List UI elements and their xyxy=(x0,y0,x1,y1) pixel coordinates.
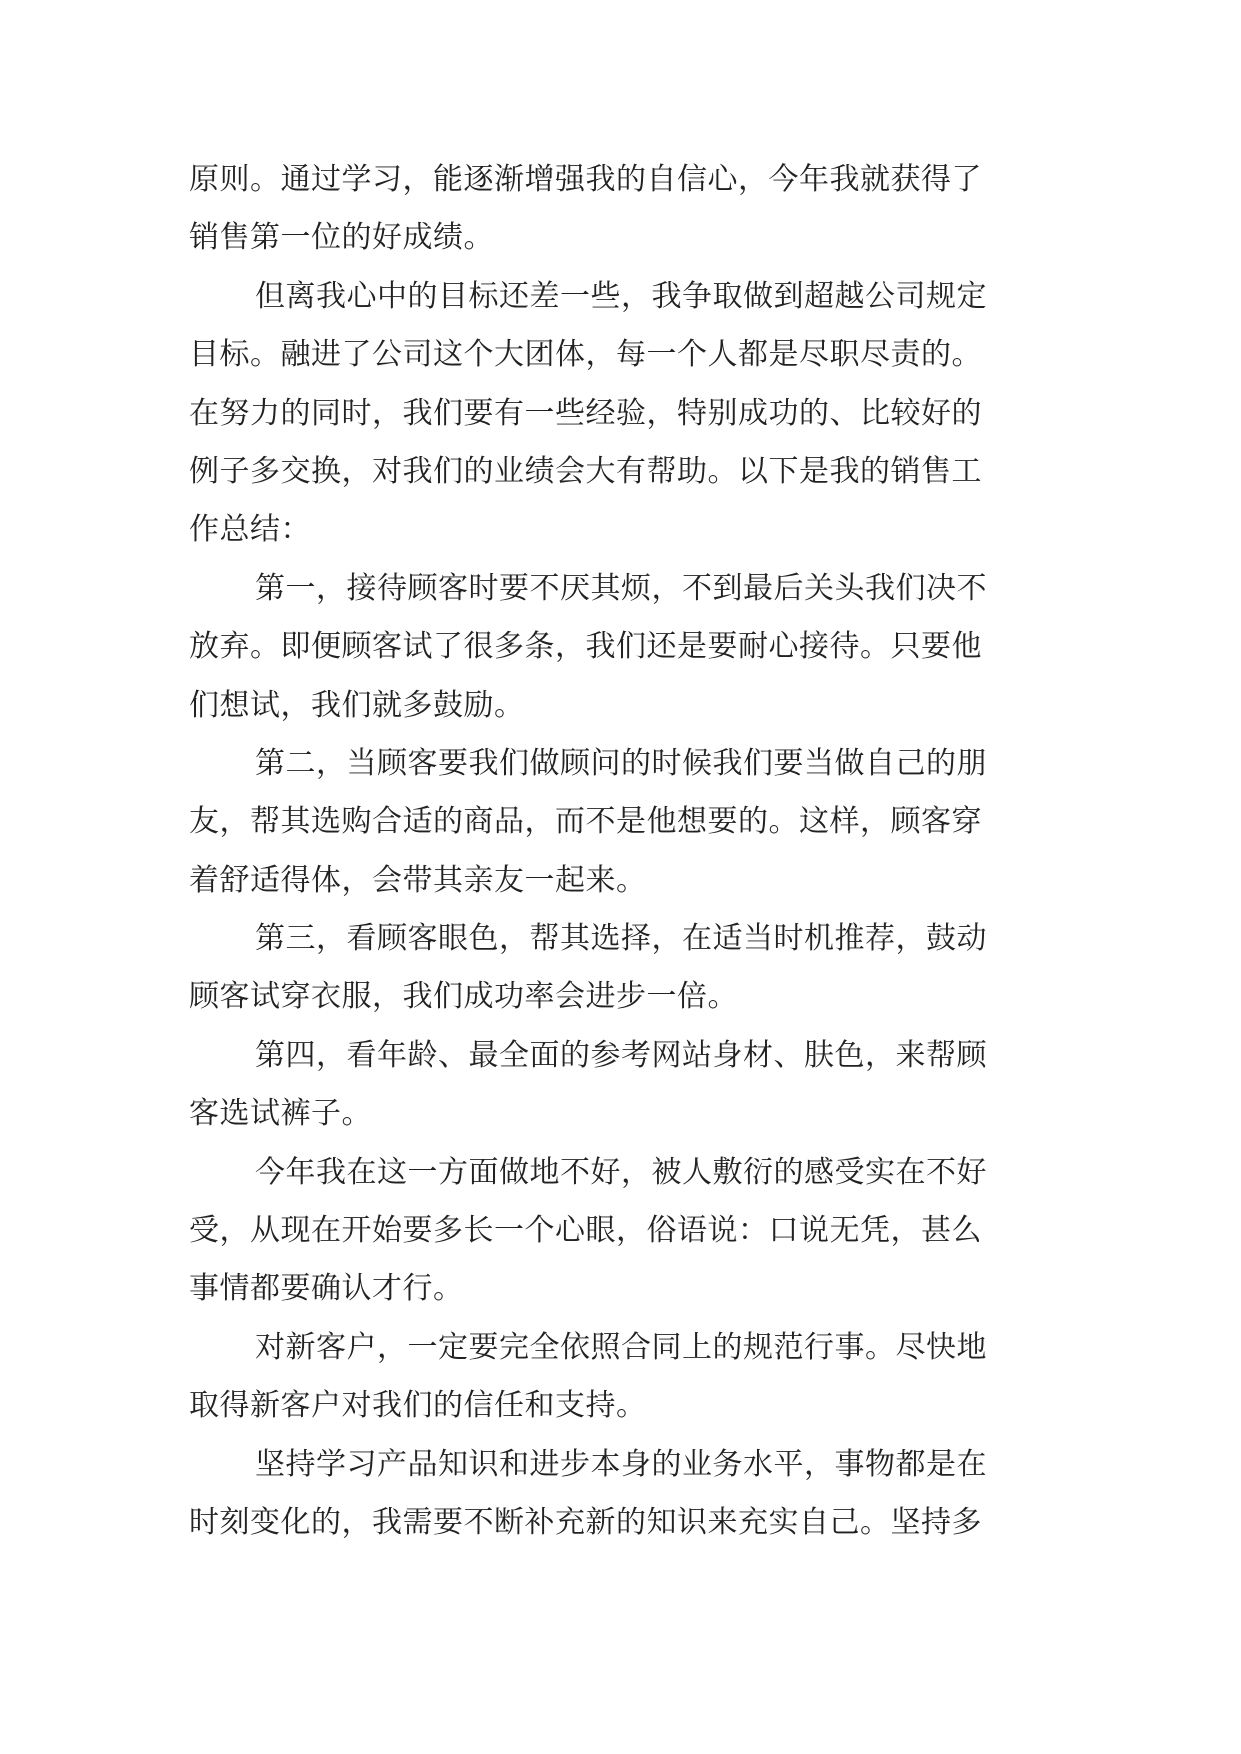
text-line: 今年我在这一方面做地不好，被人敷衍的感受实在不好 xyxy=(255,1154,987,1190)
text-line: 原则。通过学习，能逐渐增强我的自信心，今年我就获得了 xyxy=(189,162,982,197)
text-line: 客选试裤子。 xyxy=(189,1096,372,1132)
text-line: 对新客户，一定要完全依照合同上的规范行事。尽快地 xyxy=(255,1329,987,1365)
text-line: 但离我心中的目标还差一些，我争取做到超越公司规定 xyxy=(255,278,987,314)
text-line: 坚持学习产品知识和进步本身的业务水平，事物都是在 xyxy=(255,1446,987,1482)
text-line: 在努力的同时，我们要有一些经验，特别成功的、比较好的 xyxy=(189,395,982,431)
text-line: 时刻变化的，我需要不断补充新的知识来充实自己。坚持多 xyxy=(189,1504,982,1540)
text-line: 受，从现在开始要多长一个心眼，俗语说：口说无凭，甚么 xyxy=(189,1213,982,1249)
text-line: 第三，看顾客眼色，帮其选择，在适当时机推荐，鼓动 xyxy=(255,921,987,957)
text-line: 顾客试穿衣服，我们成功率会进步一倍。 xyxy=(189,979,738,1015)
text-line: 第四，看年龄、最全面的参考网站身材、肤色，来帮顾 xyxy=(255,1037,987,1073)
text-line: 放弃。即便顾客试了很多条，我们还是要耐心接待。只要他 xyxy=(189,629,982,665)
text-line: 友，帮其选购合适的商品，而不是他想要的。这样，顾客穿 xyxy=(189,804,982,840)
text-line: 着舒适得体，会带其亲友一起来。 xyxy=(189,862,647,898)
text-line: 第二，当顾客要我们做顾问的时候我们要当做自己的朋 xyxy=(255,745,987,781)
text-line: 目标。融进了公司这个大团体，每一个人都是尽职尽责的。 xyxy=(189,337,982,373)
document-body xyxy=(189,151,1069,1552)
text-line: 销售第一位的好成绩。 xyxy=(189,220,494,256)
text-line: 作总结： xyxy=(189,512,311,548)
text-line: 例子多交换，对我们的业绩会大有帮助。以下是我的销售工 xyxy=(189,453,982,489)
text-line: 取得新客户对我们的信任和支持。 xyxy=(189,1388,647,1424)
text-line: 事情都要确认才行。 xyxy=(189,1271,464,1307)
text-line: 第一，接待顾客时要不厌其烦，不到最后关头我们决不 xyxy=(255,570,987,606)
text-line: 们想试，我们就多鼓励。 xyxy=(189,687,525,723)
